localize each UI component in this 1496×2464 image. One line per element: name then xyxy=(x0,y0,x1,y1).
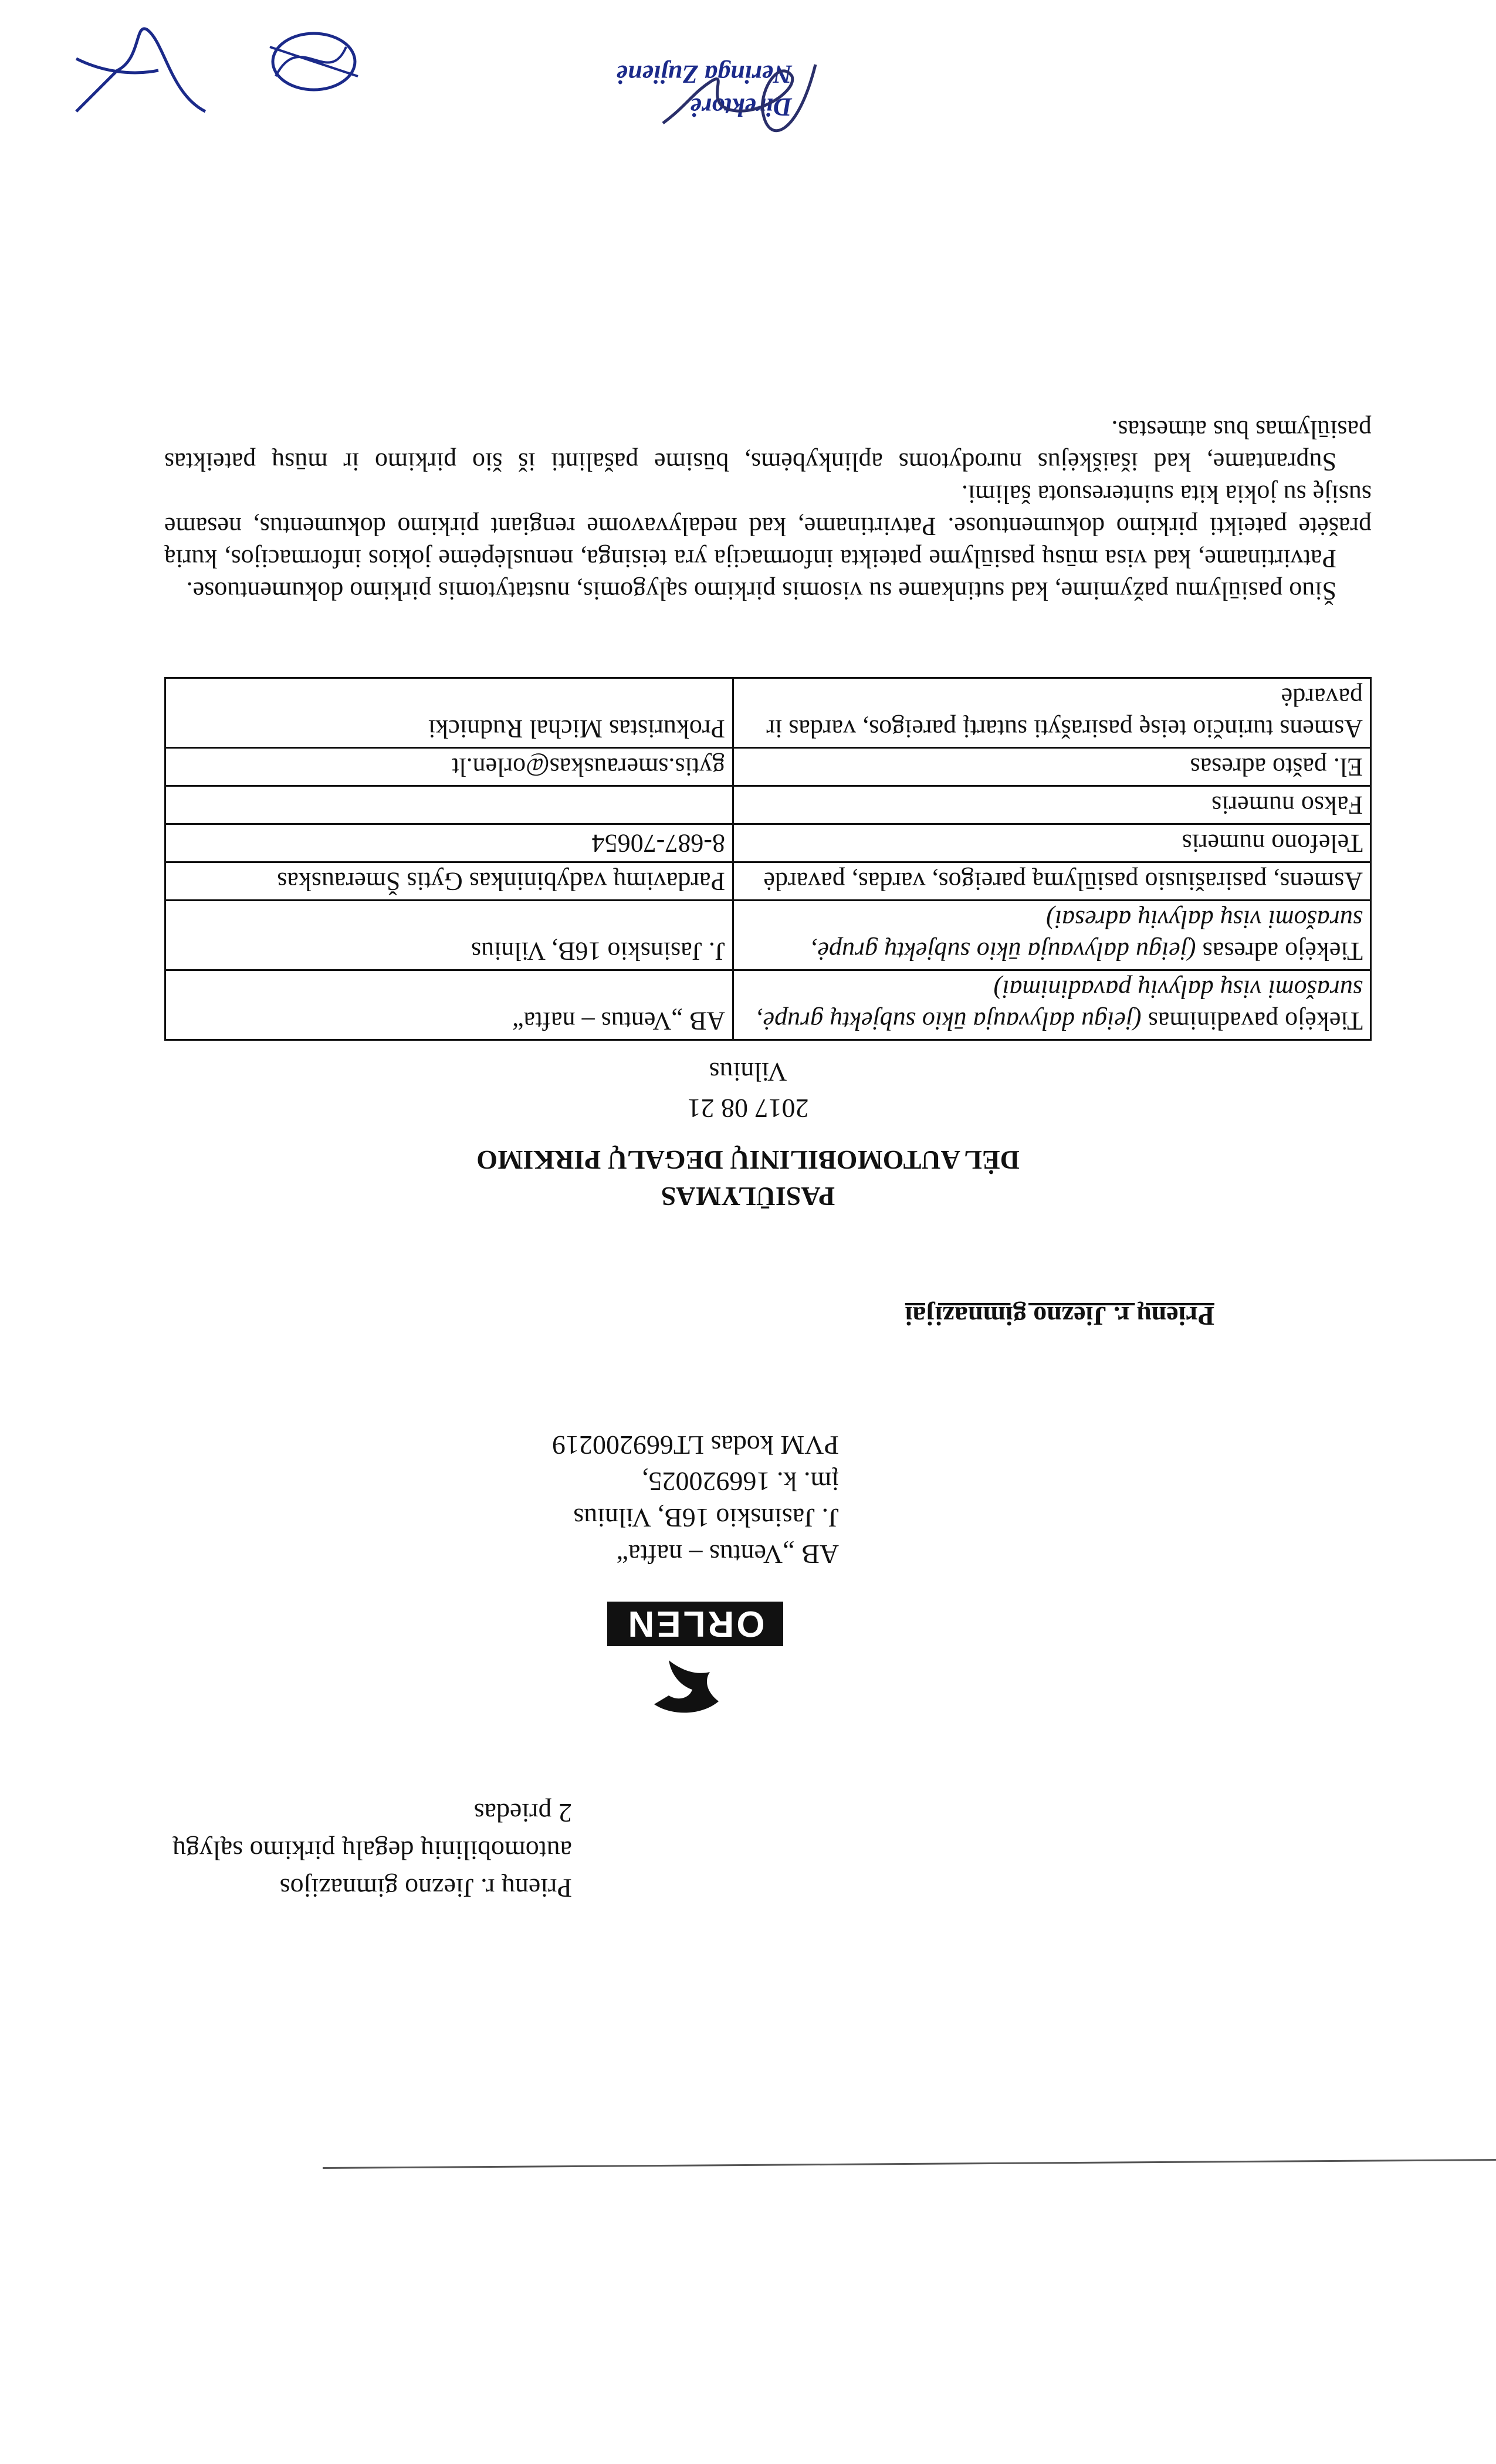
date-place xyxy=(176,1054,1320,1126)
table-cell-value xyxy=(165,786,733,824)
table-row xyxy=(165,748,1371,786)
scan-edge-line xyxy=(323,2159,1496,2169)
table-row xyxy=(165,970,1371,1040)
title-line-1: PASIŪLYMAS xyxy=(661,1182,835,1211)
document-date: 2017 08 21 xyxy=(687,1094,809,1123)
orlen-logo xyxy=(590,1602,783,1719)
eagle-head-icon xyxy=(648,1654,725,1719)
seller-name: AB „Ventus – nafta“ xyxy=(616,1539,839,1569)
stamp-title: Direktorė xyxy=(690,93,792,121)
table-row xyxy=(165,678,1371,748)
table-cell-value: 8-687-70654 xyxy=(165,824,733,862)
paragraph-agreement: Šiuo pasiūlymu pažymime, kad sutinkame su visomis pirkimo sąlygomis, nustatytomis pirkimo dokumentuose. xyxy=(186,577,1336,605)
orlen-wordmark: ORLEN xyxy=(607,1602,783,1646)
seller-address: J. Jasinskio 16B, Vilnius xyxy=(573,1503,839,1533)
annex-header xyxy=(161,1794,572,1907)
annex-line-1: Prienų r. Jiezno gimnazijos xyxy=(279,1873,572,1903)
table-cell-label: El. pašto adresas xyxy=(733,748,1371,786)
table-cell-value: J. Jasinskio 16B, Vilnius xyxy=(165,901,733,970)
title-line-2: DĖL AUTOMOBILINIŲ DEGALŲ PIRKIMO xyxy=(476,1145,1020,1175)
table-cell-value: AB „Ventus – nafta“ xyxy=(165,970,733,1040)
table-cell-value: gytis.smerauskas@orlen.lt xyxy=(165,748,733,786)
table-cell-label: Fakso numeris xyxy=(733,786,1371,824)
body-text xyxy=(164,414,1372,607)
recipient: Prienų r. Jiezno gimnazijai xyxy=(905,1301,1214,1331)
annex-line-3: 2 priedas xyxy=(473,1798,572,1828)
table-row xyxy=(165,862,1371,901)
paragraph-consequences: Suprantame, kad išaiškėjus nurodytoms aplinkybėms, būsime pašalinti iš šio pirkimo ir mūsų pateiktas pasiūlymas bus atmestas. xyxy=(164,415,1372,476)
document-place: Vilnius xyxy=(709,1057,787,1087)
table-row xyxy=(165,786,1371,824)
paragraph-confirmation: Patvirtiname, kad visa mūsų pasiūlyme pateikta informacija yra teisinga, nenuslėpėme jokios informacijos, kurią prašėte pateikti pirkimo dokumentuose. Patvirtiname, kad nedalyvavome rengiant pirkimo dokumentus, nesame susiję su jokia kita suinteresuota šalimi. xyxy=(164,480,1372,573)
seller-block xyxy=(428,1427,839,1572)
table-cell-label: Tiekėjo pavadinimas (jeigu dalyvauja ūkio subjektų grupė, surašomi visų dalyvių pavadinimai) xyxy=(733,970,1371,1040)
table-row xyxy=(165,901,1371,970)
table-row xyxy=(165,824,1371,862)
table-cell-value: Pardavimų vadybininkas Gytis Šmerauskas xyxy=(165,862,733,901)
director-signature xyxy=(645,41,833,158)
table-cell-label: Asmens, pasirašiusio pasiūlymą pareigos, vardas, pavardė xyxy=(733,862,1371,901)
table-cell-label: Tiekėjo adresas (jeigu dalyvauja ūkio subjektų grupė, surašomi visų dalyvių adresai) xyxy=(733,901,1371,970)
table-cell-label: Asmens turinčio teisę pasirašyti sutartį pareigos, vardas ir pavardė xyxy=(733,678,1371,748)
table-cell-value: Prokuristas Michal Rudnicki xyxy=(165,678,733,748)
stamp-name: Neringa Zujienė xyxy=(616,60,792,89)
official-stamp-mark xyxy=(252,23,370,100)
seller-vat-code: PVM kodas LT669200219 xyxy=(552,1430,839,1460)
document-title xyxy=(176,1142,1320,1214)
offer-table xyxy=(164,677,1372,1041)
seller-company-code: įm. k. 166920025, xyxy=(641,1467,839,1497)
annex-line-2: automobilinių degalų pirkimo sąlygų xyxy=(172,1836,572,1866)
second-signature xyxy=(65,12,217,129)
table-cell-label: Telefono numeris xyxy=(733,824,1371,862)
